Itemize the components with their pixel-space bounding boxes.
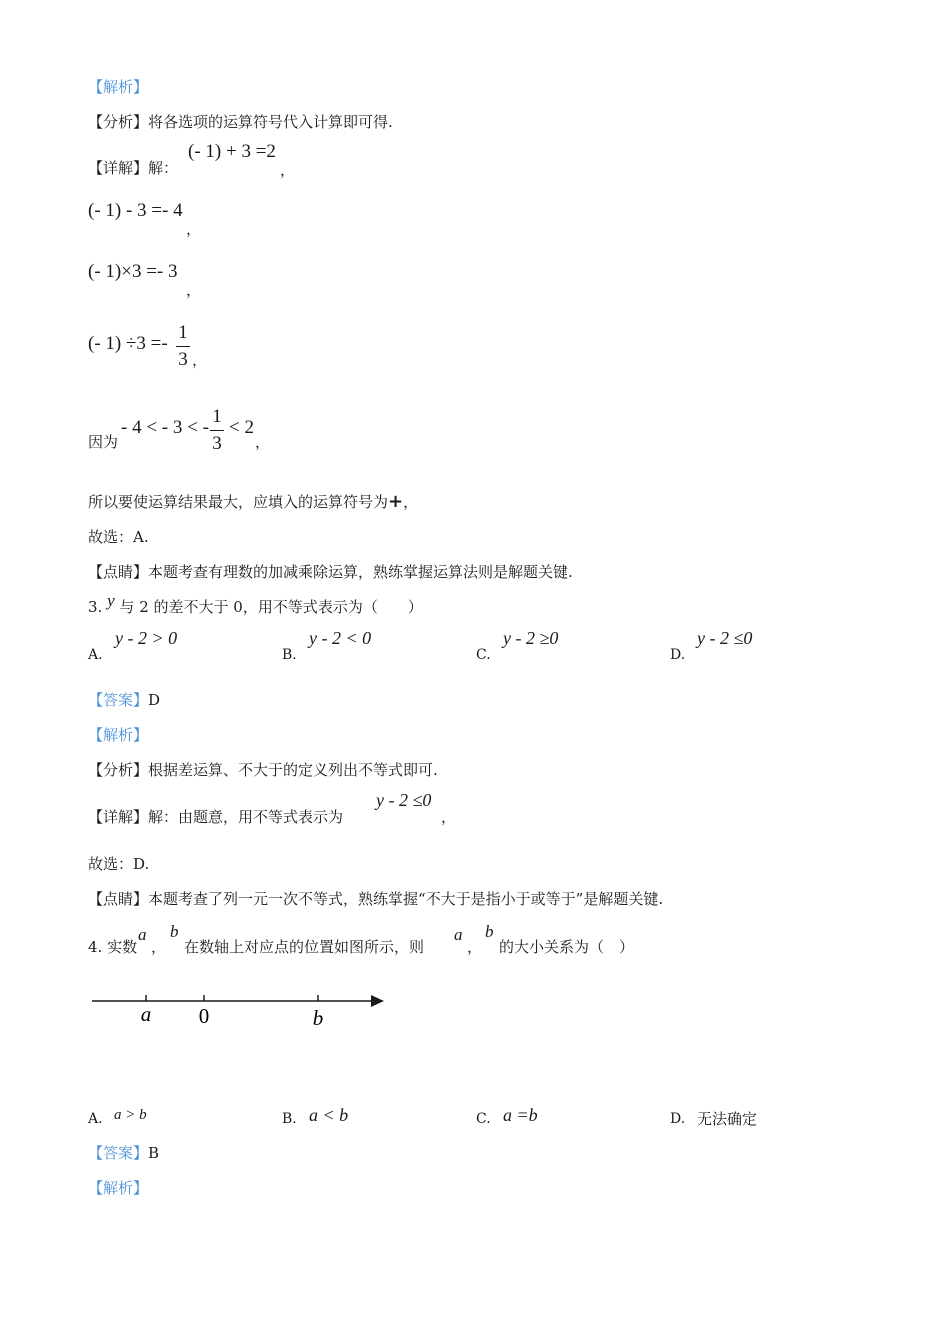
fraction-one-third [210,406,224,455]
jiexi-heading-q3: 【解析】 [88,726,149,744]
answer-tag: 【答案】 [88,691,149,709]
option-b-label: B. [282,1111,297,1127]
analysis-text: 将各选项的运算符号代入计算即可得. [148,113,393,131]
answer-value: B [148,1144,160,1162]
remark-q3 [88,889,663,909]
option-c-expr: y - 2 ≥0 [503,628,559,648]
number-line-figure [88,985,388,1033]
comma: ， [280,161,296,179]
option-c-expr: a =b [503,1105,538,1125]
question-3-stem [88,591,423,617]
numerator: 1 [178,322,188,343]
option-b-expr: y - 2 < 0 [309,628,372,648]
arrow-head-icon [371,995,384,1007]
choice-q2: 故选：A. [88,528,149,546]
equation-3: (- 1)×3 =- 3 [88,261,178,282]
detail-q2 [88,158,178,178]
remark-text: 本题考查了列一元一次不等式，熟练掌握“不大于是指小于或等于”是解题关键. [148,890,664,908]
equation-2: (- 1) - 3 =- 4 [88,200,183,221]
option-c-label: C. [476,647,491,663]
option-d-text: 无法确定 [697,1110,758,1128]
detail-tag: 【详解】 [88,808,149,826]
analysis-q2 [88,112,393,132]
detail-q3 [88,807,343,827]
comma: ， [441,808,457,826]
analysis-text: 根据差运算、不大于的定义列出不等式即可. [148,761,438,779]
numerator: 1 [212,406,222,427]
answer-value: D [148,691,161,709]
variable-a: a [454,925,463,944]
analysis-tag: 【分析】 [88,113,149,131]
question-number: 3. [88,598,103,616]
label-b: b [312,1006,324,1030]
jiexi-heading-q4: 【解析】 [88,1179,149,1197]
variable-a: a [138,925,147,944]
plus-sign: + [388,491,404,512]
option-d-label: D. [670,1111,686,1127]
label-zero: 0 [198,1004,210,1028]
remark-q2 [88,562,573,582]
option-c-label: C. [476,1111,491,1127]
question-text-3: 的大小关系为（ ） [499,938,635,956]
question-text: 与 2 的差不大于 0，用不等式表示为（ ） [119,598,423,616]
choice-q3: 故选：D. [88,855,150,873]
fraction-bar [210,430,224,431]
label-a: a [140,1002,152,1026]
detail-text: 解：由题意，用不等式表示为 [148,808,344,826]
option-b-expr: a < b [309,1105,349,1125]
jiexi-heading-q2: 【解析】 [88,78,149,96]
variable-y: y [107,591,115,610]
variable-b: b [170,922,179,941]
conclusion-q2: 所以要使运算结果最大，应填入的运算符号为+， [88,491,419,512]
inequality-chain-left: - 4 < - 3 < - [121,417,209,438]
option-a-label: A. [88,647,103,663]
denominator: 3 [178,349,188,370]
comma: ， [186,220,202,238]
fraction-bar [176,346,190,347]
detail-expr: y - 2 ≤0 [376,790,432,810]
analysis-q3 [88,760,438,780]
option-a-expr: a > b [114,1107,147,1123]
option-a-label: A. [88,1111,103,1127]
comma: ， [186,281,202,299]
option-d-expr: y - 2 ≤0 [697,628,753,648]
comma: ， [192,351,208,369]
inequality-chain-right: < 2 [229,417,254,438]
question-4-stem [88,937,137,957]
answer-q3 [88,690,160,710]
answer-q4 [88,1143,159,1163]
remark-tag: 【点睛】 [88,890,149,908]
option-d-label: D. [670,647,686,663]
detail-tag: 【详解】 [88,159,149,177]
equation-1: (- 1) + 3 =2 [188,141,276,162]
detail-text: 解： [148,159,179,177]
option-b-label: B. [282,647,297,663]
equation-4: (- 1) ÷3 =- [88,333,168,354]
comma: ， [151,938,167,956]
comma: ， [255,433,271,451]
remark-tag: 【点睛】 [88,563,149,581]
remark-text: 本题考查有理数的加减乘除运算，熟练掌握运算法则是解题关键. [148,563,573,581]
fraction-one-third [176,322,190,371]
variable-b: b [485,922,494,941]
question-text-2: 在数轴上对应点的位置如图所示，则 [184,938,425,956]
option-a-expr: y - 2 > 0 [115,628,178,648]
denominator: 3 [212,433,222,454]
comma: ， [467,938,483,956]
question-number: 4. [88,938,103,956]
question-text-1: 实数 [107,938,138,956]
answer-tag: 【答案】 [88,1144,149,1162]
analysis-tag: 【分析】 [88,761,149,779]
because-label: 因为 [88,433,119,451]
